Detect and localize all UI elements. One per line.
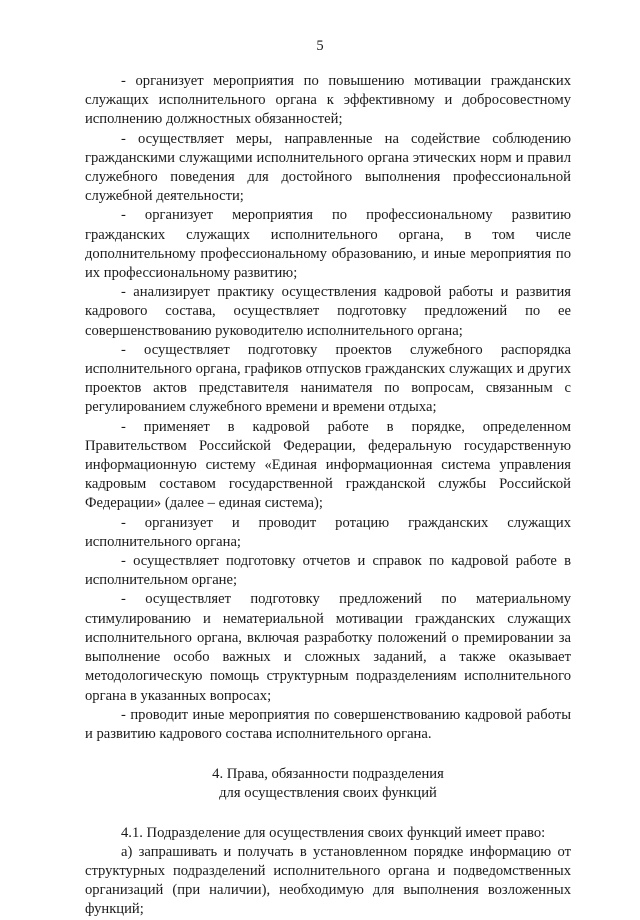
section-heading-line-2: для осуществления своих функций xyxy=(219,785,437,802)
list-item: - организует и проводит ротацию гражданских служащих исполнительного органа; xyxy=(85,514,571,550)
list-item: - анализирует практику осуществления кадровой работы и развития кадрового состава, осуществляет подготовку предложений по ее совершенствованию руководителю исполнительного органа; xyxy=(85,284,571,339)
list-item: - осуществляет подготовку отчетов и справок по кадровой работе в исполнительном органе; xyxy=(85,553,571,589)
section-paragraph: а) запрашивать и получать в установленном порядке информацию от структурных подразделений исполнительного органа и подведомственных организаций (при наличии), необходимую для выполнения возложенных функций; xyxy=(85,843,571,918)
section-heading xyxy=(85,765,571,803)
list-item: - организует мероприятия по повышению мотивации гражданских служащих исполнительного органа к эффективному и добросовестному исполнению должностных обязанностей; xyxy=(85,73,571,128)
document-body xyxy=(85,72,571,920)
list-item: - осуществляет подготовку предложений по материальному стимулированию и нематериальной мотивации гражданских служащих исполнительного органа, включая разработку положений о премировании за выполнение особо важных и сложных заданий, а также оказывает методологическую помощь структурным подразделениям исполнительного органа в указанных вопросах; xyxy=(85,591,571,704)
list-item: - осуществляет подготовку проектов служебного распорядка исполнительного органа, графиков отпусков гражданских служащих и других проектов актов представителя нанимателя по вопросам, связанным с регулированием служебного времени и времени отдыха; xyxy=(85,341,571,416)
section-heading-line-1: 4. Права, обязанности подразделения xyxy=(212,766,444,783)
section-paragraph: 4.1. Подразделение для осуществления своих функций имеет право: xyxy=(121,824,546,841)
list-item: - применяет в кадровой работе в порядке, определенном Правительством Российской Федерации, федеральную государственную информационную систему «Единая информационная система управления кадровым составом государственной гражданской службы Российской Федерации» (далее – единая система); xyxy=(85,418,571,512)
list-item: - проводит иные мероприятия по совершенствованию кадровой работы и развитию кадрового состава исполнительного органа. xyxy=(85,706,571,742)
page-number: 5 xyxy=(316,38,324,54)
list-item: - организует мероприятия по профессиональному развитию гражданских служащих исполнительного органа, в том числе дополнительному профессиональному образованию, и иные мероприятия по их профессиональному развитию; xyxy=(85,207,571,282)
list-item: - осуществляет меры, направленные на содействие соблюдению гражданскими служащими исполнительного органа этических норм и правил служебного поведения для достойного выполнения профессиональной служебной деятельности; xyxy=(85,130,571,205)
